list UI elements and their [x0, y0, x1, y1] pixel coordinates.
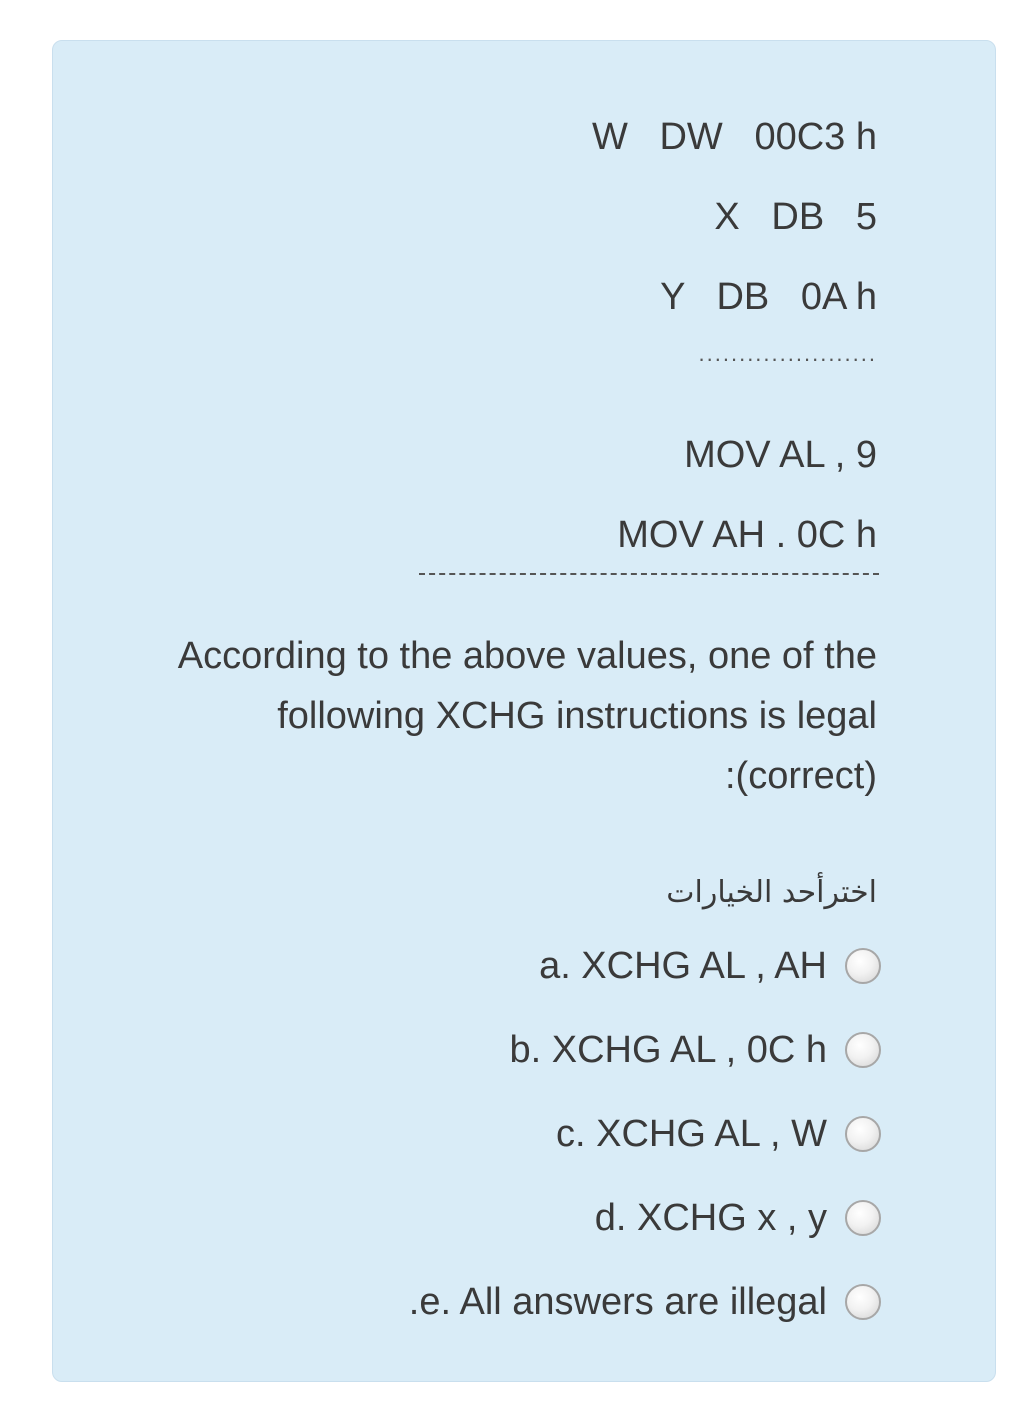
code-line-y: Y DB 0A h — [660, 276, 877, 318]
option-d-radio[interactable] — [845, 1200, 881, 1236]
option-d[interactable] — [595, 1193, 877, 1243]
option-b[interactable] — [509, 1025, 877, 1075]
code-line-w: W DW 00C3 h — [591, 116, 877, 158]
code-line-x: X DB 5 — [714, 196, 877, 238]
question-text — [57, 626, 877, 806]
dotted-separator: ...................... — [698, 341, 877, 366]
option-c-radio[interactable] — [845, 1116, 881, 1152]
option-c-label[interactable]: c. XCHG AL , W — [556, 1112, 827, 1155]
question-line-3: :(correct) — [725, 755, 877, 797]
option-d-label[interactable]: d. XCHG x , y — [594, 1196, 827, 1239]
option-e[interactable] — [409, 1277, 877, 1327]
option-e-label[interactable]: .e. All answers are illegal — [408, 1280, 827, 1323]
option-a-label[interactable]: a. XCHG AL , AH — [539, 944, 827, 987]
option-b-radio[interactable] — [845, 1032, 881, 1068]
question-line-1: According to the above values, one of the — [177, 635, 877, 677]
option-a-radio[interactable] — [845, 948, 881, 984]
dashed-divider — [419, 573, 879, 575]
code-line-mov-al: MOV AL , 9 — [684, 434, 877, 476]
question-line-2: following XCHG instructions is legal — [277, 695, 877, 737]
question-card — [52, 40, 996, 1382]
option-a[interactable] — [539, 941, 877, 991]
option-c[interactable] — [556, 1109, 877, 1159]
option-b-label[interactable]: b. XCHG AL , 0C h — [509, 1028, 827, 1071]
choose-one-prompt: اخترأحد الخيارات — [666, 875, 877, 910]
code-line-mov-ah: MOV AH . 0C h — [617, 514, 877, 556]
option-e-radio[interactable] — [845, 1284, 881, 1320]
